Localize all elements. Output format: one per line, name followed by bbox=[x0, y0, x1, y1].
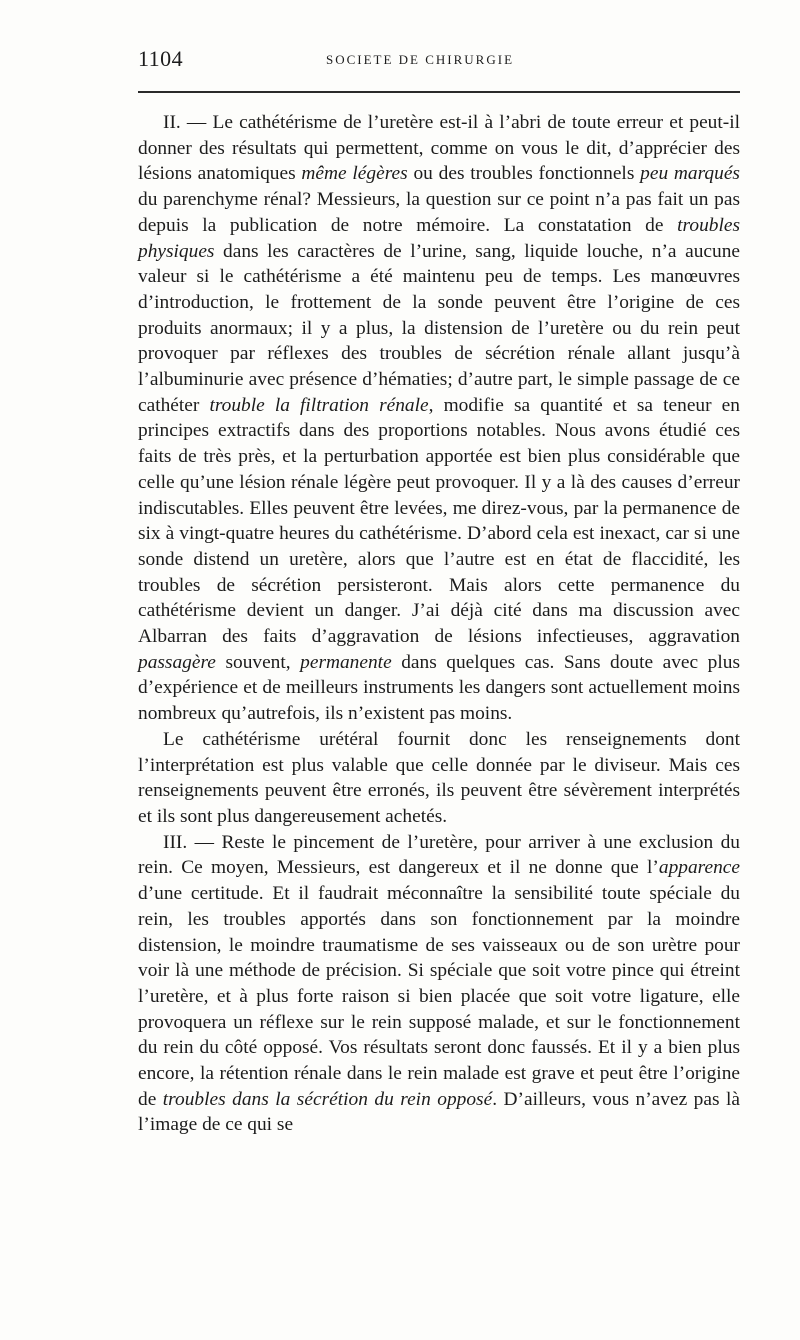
text-run: d’une certitude. Et il faudrait méconnaître la sensibilité toute spéciale du rein, les troubles apportés dans son fonctionnement par la moindre distension, le moindre traumatisme de ses vaisseaux ou de son urètre pour voir là une méthode de précision. Si spéciale que soit votre pince qui étreint l’uretère, et à plus forte raison si bien placée que soit votre ligature, elle provoquera un réflexe sur le rein supposé malade, et sur le fonctionnement du rein du côté opposé. Vos résultats seront donc faussés. Et il y a bien plus encore, la rétention rénale dans le rein malade est grave et peut être l’origine de bbox=[138, 883, 740, 1110]
paragraph-cathetersim-ureter bbox=[138, 110, 740, 727]
text-run: II. — Le cathétérisme de l’uretère est-il à l’abri de toute erreur et peut-il donner des résultats qui permettent, comme on vous le dit, d’apprécier des lésions anatomiques bbox=[138, 112, 740, 185]
text-run: dans les caractères de l’urine, sang, liquide louche, n’a aucune valeur si le cathétérisme a été maintenu peu de temps. Les manœuvres d’introduction, le frottement de la sonde peuvent être l’origine de ces produits anormaux; il y a plus, la distension de l’uretère ou du rein peut provoquer par réflexes des troubles de sécrétion rénale allant jusqu’à l’albuminurie avec présence d’hématies; d’autre part, le simple passage de ce cathéter bbox=[138, 240, 740, 416]
text-run: , modifie sa quantité et sa teneur en principes extractifs dans des proportions notables. Nous avons étudié ces faits de très près, et la perturbation apportée est bien plus considérable que celle qu’une lésion rénale légère peut provoquer. Il y a là des causes d’erreur indiscutables. Elles peuvent être levées, me direz-vous, par la permanence de six à vingt-quatre heures du cathétérisme. D’abord cela est inexact, car si une sonde distend un uretère, alors que l’autre est en état de flaccidité, les troubles de sécrétion persisteront. Mais alors cette permanence du cathétérisme devient un danger. J’ai déjà cité dans ma discussion avec Albarran des faits d’aggravation de lésions infectieuses, aggravation bbox=[138, 394, 740, 648]
page-number: 1104 bbox=[138, 46, 184, 71]
text-run: ou des troubles fonctionnels bbox=[407, 163, 641, 185]
italic-run: troubles physiques bbox=[138, 214, 740, 262]
paragraph-pincement bbox=[138, 830, 740, 1138]
italic-run: passagère bbox=[138, 651, 216, 673]
italic-run: apparence bbox=[658, 857, 740, 879]
text-run: du parenchyme rénal? Messieurs, la question sur ce point n’a pas fait un pas depuis la publication de notre mémoire. La constatation de bbox=[138, 189, 740, 236]
text-run: dans quelques cas. Sans doute avec plus d’expérience et de meilleurs instruments les dangers sont actuellement moins nombreux qu’autrefois, ils n’existent pas moins. bbox=[138, 651, 740, 725]
text-run: . D’ailleurs, vous n’avez pas là l’image de ce qui se bbox=[138, 1088, 741, 1136]
text-run: souvent, bbox=[215, 651, 301, 673]
header-rule bbox=[138, 91, 740, 93]
italic-run: troubles dans la sécrétion du rein opposé bbox=[162, 1088, 493, 1110]
paragraph-conclusion bbox=[138, 727, 740, 830]
italic-run: même légères bbox=[301, 163, 408, 185]
body-text bbox=[138, 110, 740, 1138]
text-run: III. — Reste le pincement de l’uretère, pour arriver à une exclusion du rein. Ce moyen, Messieurs, est dangereux et il ne donne que l’ bbox=[138, 831, 740, 879]
italic-run: trouble la filtration rénale bbox=[209, 394, 429, 416]
italic-run: peu marqués bbox=[640, 163, 740, 185]
text-run: Le cathétérisme urétéral fournit donc les renseignements dont l’interprétation est plus valable que celle donnée par le diviseur. Mais ces renseignements peuvent être erronés, ils peuvent être sévèrement interprétés et ils sont plus dangereusement achetés. bbox=[138, 728, 740, 827]
italic-run: permanente bbox=[300, 651, 392, 673]
running-head: SOCIETE DE CHIRURGIE bbox=[325, 52, 515, 67]
